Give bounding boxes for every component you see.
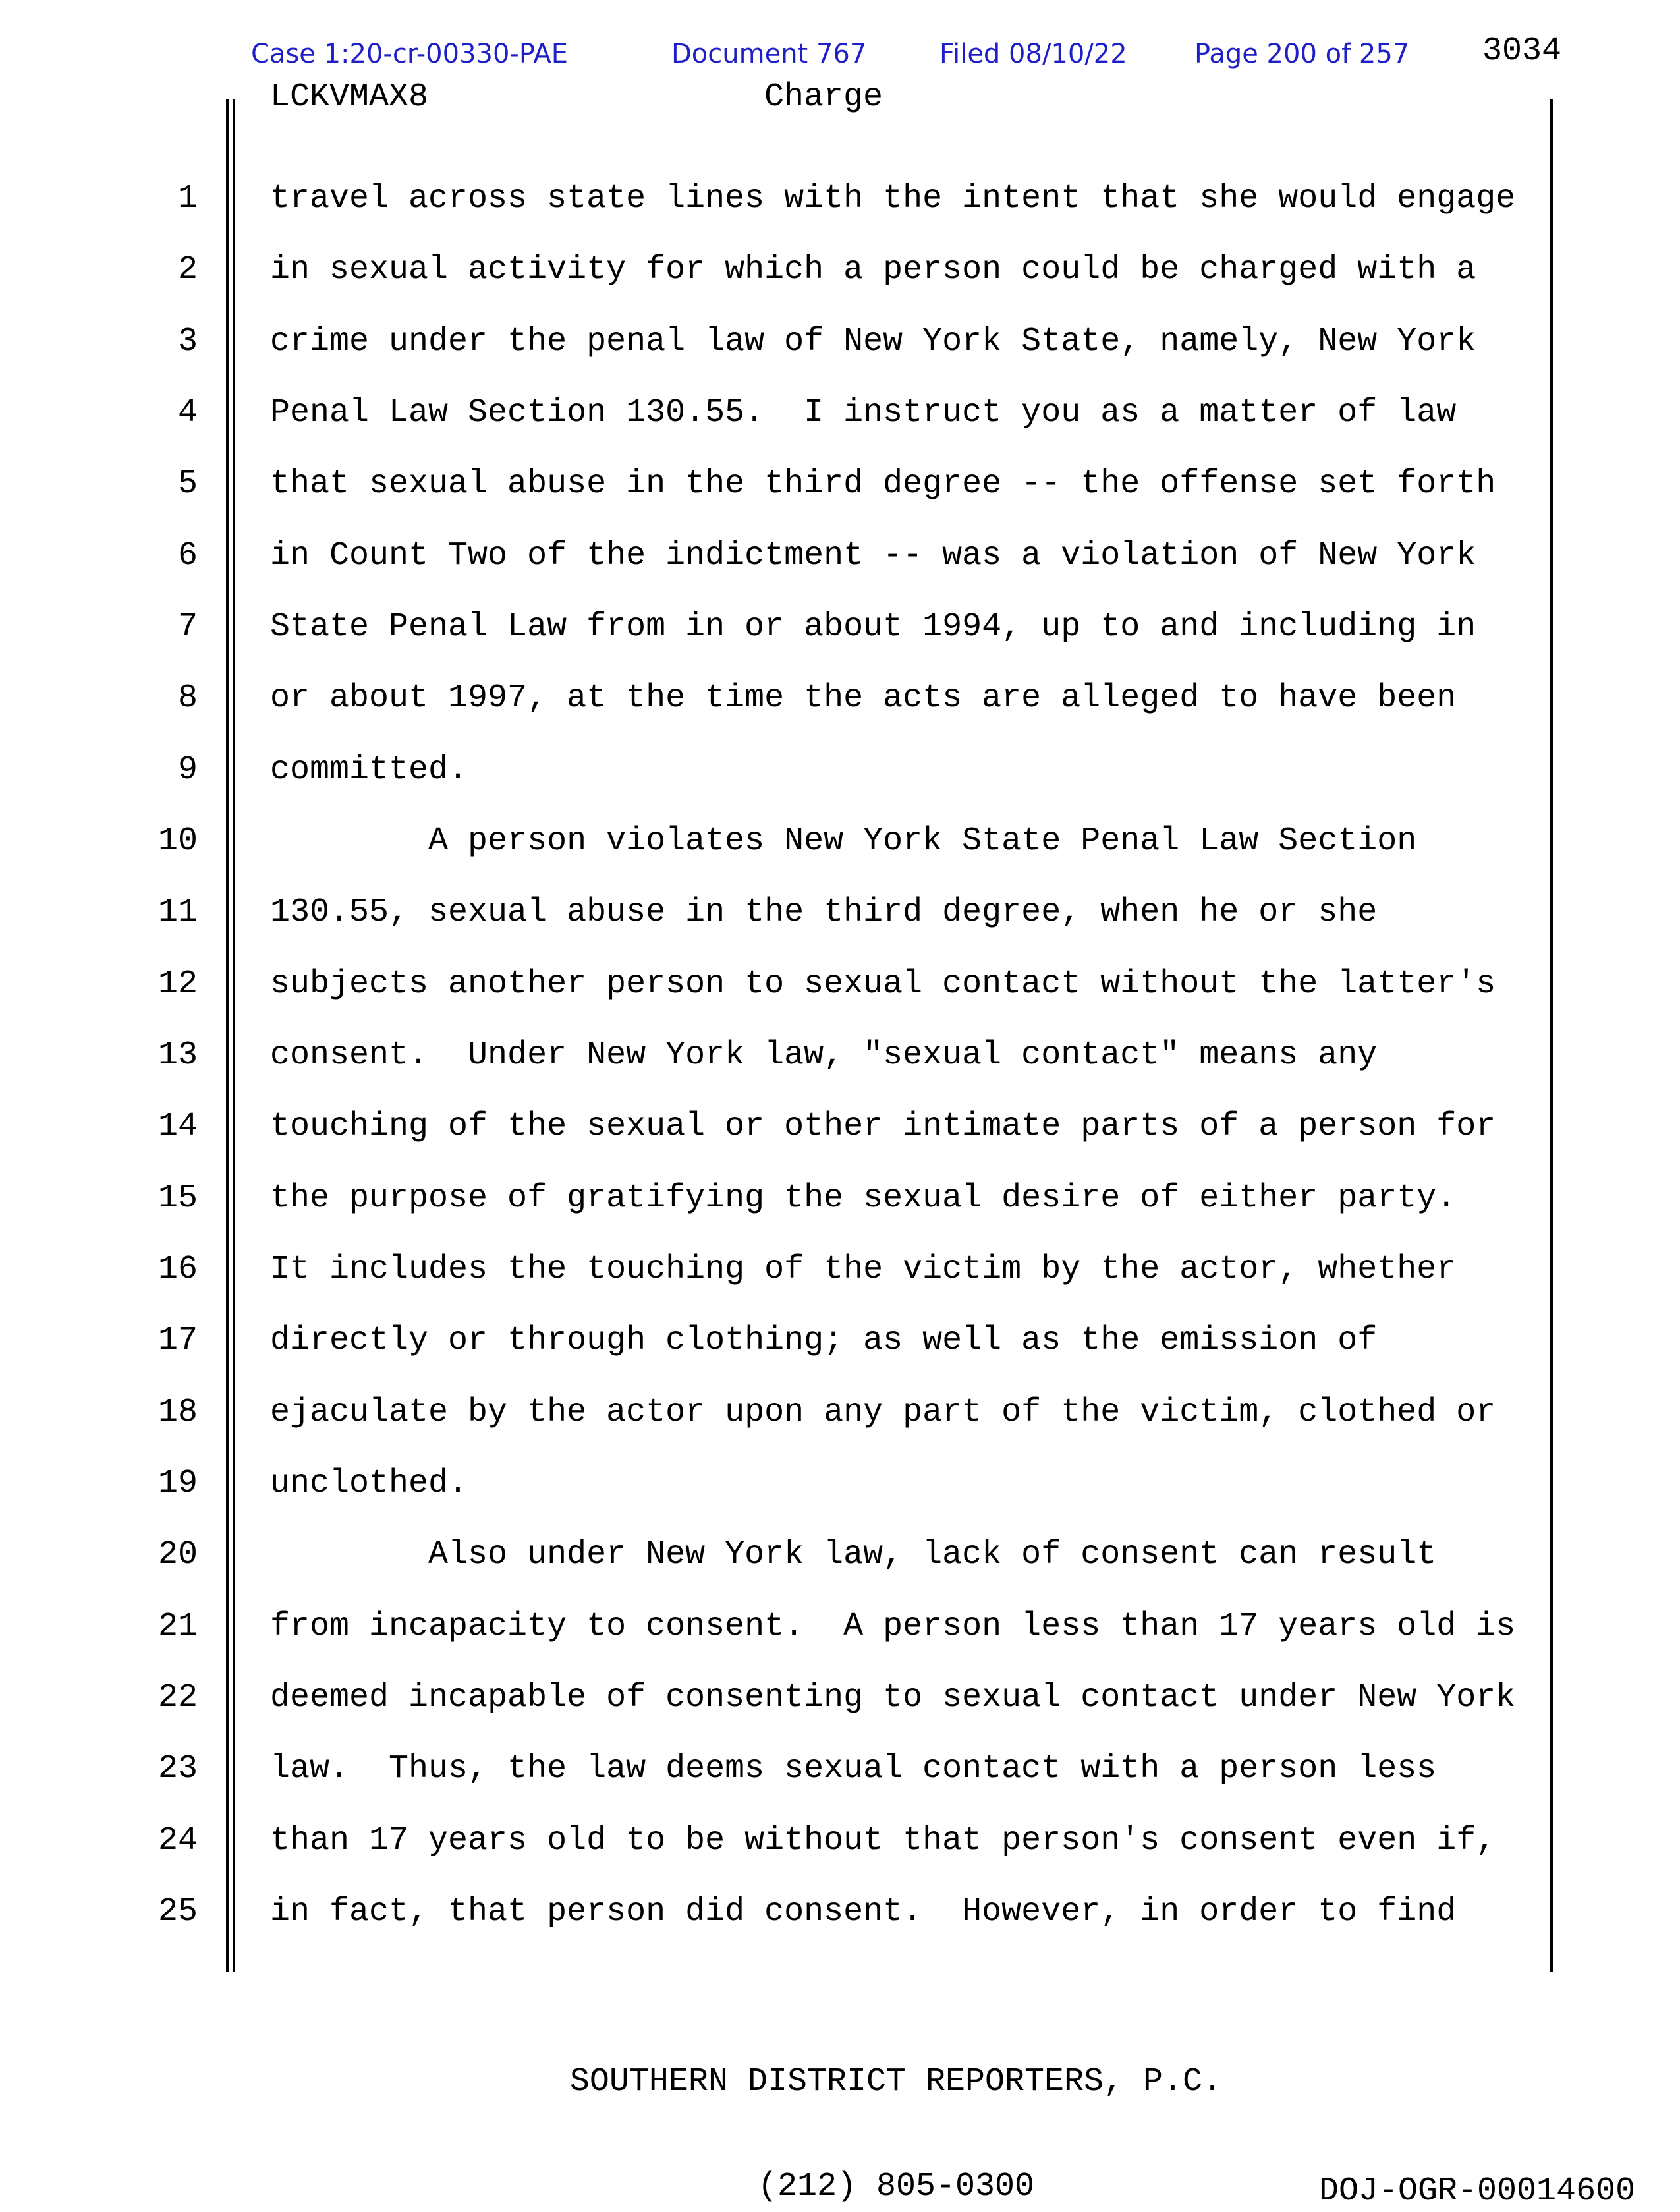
line-number: 14 [157, 1108, 198, 1146]
line-number: 3 [177, 322, 198, 360]
line-text: committed. [270, 751, 468, 789]
line-text: the purpose of gratifying the sexual desire of either party. [270, 1179, 1457, 1217]
line-text: than 17 years old to be without that person's consent even if, [270, 1821, 1496, 1859]
transcript-line [0, 306, 1680, 378]
line-number: 17 [157, 1322, 198, 1360]
line-number: 19 [157, 1464, 198, 1502]
line-text: deemed incapable of consenting to sexual contact under New York [270, 1678, 1516, 1716]
stamp-page-of: Page 200 of 257 [1194, 39, 1410, 69]
line-number: 11 [157, 893, 198, 932]
line-text: in fact, that person did consent. However, in order to find [270, 1892, 1457, 1931]
transcript-line [0, 1877, 1680, 1948]
line-number: 10 [157, 822, 198, 860]
transcript-line [0, 1377, 1680, 1448]
line-number: 16 [157, 1250, 198, 1288]
line-number: 1 [177, 180, 198, 217]
line-number: 5 [177, 465, 198, 503]
line-text: ejaculate by the actor upon any part of the victim, clothed or [270, 1393, 1496, 1431]
stamp-case-number: Case 1:20-cr-00330-PAE [251, 39, 569, 69]
line-number: 12 [157, 965, 198, 1003]
transcript-line [0, 663, 1680, 734]
reporter-name: SOUTHERN DISTRICT REPORTERS, P.C. [569, 2063, 1223, 2101]
line-text: Also under New York law, lack of consent can result [270, 1536, 1437, 1574]
session-id: LCKVMAX8 [270, 78, 429, 116]
transcript-line [0, 877, 1680, 948]
line-number: 25 [157, 1892, 198, 1931]
line-text: or about 1997, at the time the acts are alleged to have been [270, 679, 1457, 718]
transcript-line [0, 1448, 1680, 1519]
line-text: unclothed. [270, 1464, 468, 1502]
line-text: subjects another person to sexual contact without the latter's [270, 965, 1496, 1003]
line-text: A person violates New York State Penal Law Section [270, 822, 1417, 860]
line-text: crime under the penal law of New York State, namely, New York [270, 322, 1476, 360]
line-text: in Count Two of the indictment -- was a violation of New York [270, 536, 1476, 575]
transcript-line [0, 735, 1680, 806]
line-number: 24 [157, 1821, 198, 1859]
line-number: 18 [157, 1393, 198, 1431]
line-text: law. Thus, the law deems sexual contact with a person less [270, 1750, 1437, 1788]
page-title: Charge [764, 78, 883, 116]
line-number: 7 [177, 608, 198, 646]
transcript-line [0, 1163, 1680, 1234]
reporter-phone: (212) 805-0300 [757, 2168, 1035, 2205]
line-number: 6 [177, 536, 198, 575]
line-number: 22 [157, 1678, 198, 1716]
line-number: 20 [157, 1536, 198, 1574]
transcript-line [0, 163, 1680, 235]
stamp-filed-date: Filed 08/10/22 [939, 39, 1127, 69]
transcript-line [0, 449, 1680, 520]
transcript-line [0, 1020, 1680, 1091]
transcript-line [0, 1734, 1680, 1805]
transcript-body [0, 163, 1680, 1948]
bates-number: DOJ-OGR-00014600 [1319, 2172, 1636, 2210]
transcript-line [0, 949, 1680, 1020]
line-number: 9 [177, 751, 198, 789]
transcript-line [0, 1591, 1680, 1662]
transcript-page-number: 3034 [1482, 32, 1562, 70]
transcript-line [0, 521, 1680, 592]
line-number: 23 [157, 1750, 198, 1788]
stamp-document: Document 767 [671, 39, 867, 69]
transcript-line [0, 235, 1680, 306]
line-text: from incapacity to consent. A person less than 17 years old is [270, 1607, 1516, 1645]
line-number: 21 [157, 1607, 198, 1645]
line-number: 2 [177, 251, 198, 289]
transcript-line [0, 806, 1680, 877]
line-text: that sexual abuse in the third degree -- the offense set forth [270, 465, 1496, 503]
line-number: 8 [177, 679, 198, 718]
transcript-line [0, 378, 1680, 449]
transcript-line [0, 1662, 1680, 1734]
line-number: 15 [157, 1179, 198, 1217]
line-text: directly or through clothing; as well as the emission of [270, 1322, 1378, 1360]
line-text: Penal Law Section 130.55. I instruct you as a matter of law [270, 393, 1457, 432]
line-number: 4 [177, 393, 198, 432]
transcript-line [0, 592, 1680, 663]
transcript-line [0, 1234, 1680, 1305]
transcript-line [0, 1305, 1680, 1376]
transcript-line [0, 1519, 1680, 1591]
line-text: State Penal Law from in or about 1994, up to and including in [270, 608, 1476, 646]
line-text: 130.55, sexual abuse in the third degree, when he or she [270, 893, 1378, 932]
transcript-line [0, 1805, 1680, 1877]
line-text: consent. Under New York law, "sexual contact" means any [270, 1036, 1378, 1074]
line-text: touching of the sexual or other intimate parts of a person for [270, 1108, 1496, 1146]
line-number: 13 [157, 1036, 198, 1074]
line-text: It includes the touching of the victim by the actor, whether [270, 1250, 1457, 1288]
transcript-line [0, 1091, 1680, 1162]
line-text: in sexual activity for which a person could be charged with a [270, 251, 1476, 289]
line-text: travel across state lines with the intent that she would engage [270, 180, 1516, 217]
